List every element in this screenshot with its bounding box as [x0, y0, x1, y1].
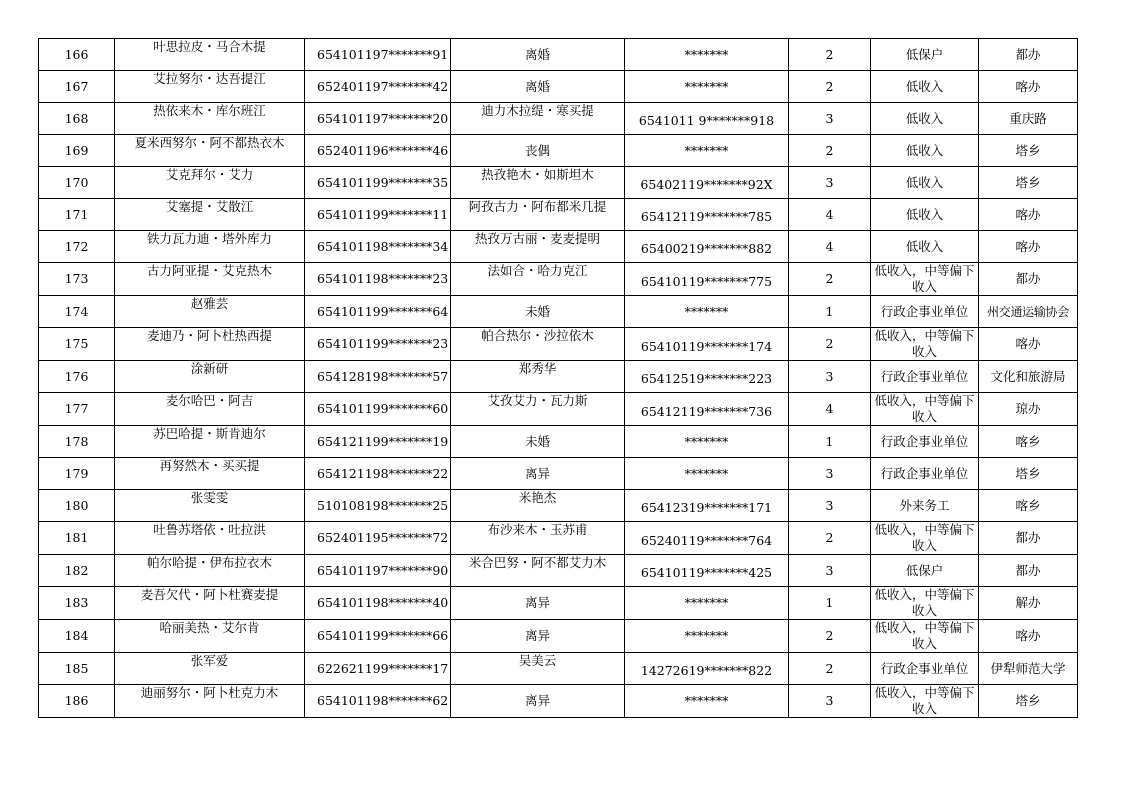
office-cell: 喀办	[979, 620, 1078, 653]
spouse-id-cell: 65412119*******785	[625, 199, 789, 231]
spouse-status-cell: 离异	[451, 587, 625, 620]
applicant-name-cell: 吐鲁苏塔依・吐拉洪	[115, 522, 305, 555]
row-number-cell: 178	[39, 426, 115, 458]
table-row	[39, 685, 1078, 718]
category-cell: 低收入，中等偏下收入	[871, 620, 979, 653]
table-row	[39, 361, 1078, 393]
applicant-name-cell: 麦吾欠代・阿卜杜赛麦提	[115, 587, 305, 620]
table-row	[39, 135, 1078, 167]
spouse-id-cell: 65412119*******736	[625, 393, 789, 426]
table-row	[39, 555, 1078, 587]
table-row	[39, 587, 1078, 620]
category-cell: 低收入，中等偏下收入	[871, 587, 979, 620]
household-count-cell: 2	[789, 328, 871, 361]
spouse-status-cell: 阿孜古力・阿布都米几提	[451, 199, 625, 231]
table-row	[39, 620, 1078, 653]
category-cell: 行政企事业单位	[871, 426, 979, 458]
spouse-id-cell: *******	[625, 620, 789, 653]
category-cell: 外来务工	[871, 490, 979, 522]
office-cell: 都办	[979, 39, 1078, 71]
office-cell: 文化和旅游局	[979, 361, 1078, 393]
spouse-id-cell: *******	[625, 685, 789, 718]
spouse-id-cell: 6541011 9*******918	[625, 103, 789, 135]
spouse-id-cell: *******	[625, 296, 789, 328]
table-row	[39, 199, 1078, 231]
table-row	[39, 71, 1078, 103]
applicant-id-cell: 654101198*******34	[305, 231, 451, 263]
spouse-status-cell: 热孜艳木・如斯坦木	[451, 167, 625, 199]
household-count-cell: 3	[789, 361, 871, 393]
spouse-id-cell: 65400219*******882	[625, 231, 789, 263]
table-row	[39, 103, 1078, 135]
office-cell: 喀乡	[979, 490, 1078, 522]
household-count-cell: 2	[789, 653, 871, 685]
office-cell: 喀办	[979, 231, 1078, 263]
applicant-id-cell: 622621199*******17	[305, 653, 451, 685]
records-table-body	[39, 39, 1078, 718]
row-number-cell: 174	[39, 296, 115, 328]
applicant-name-cell: 帕尔哈提・伊布拉衣木	[115, 555, 305, 587]
spouse-status-cell: 布沙来木・玉苏甫	[451, 522, 625, 555]
household-count-cell: 3	[789, 103, 871, 135]
household-count-cell: 3	[789, 490, 871, 522]
spouse-id-cell: *******	[625, 39, 789, 71]
spouse-id-cell: *******	[625, 135, 789, 167]
applicant-id-cell: 654101199*******64	[305, 296, 451, 328]
spouse-id-cell: 65410119*******425	[625, 555, 789, 587]
household-count-cell: 4	[789, 199, 871, 231]
spouse-id-cell: 65412519*******223	[625, 361, 789, 393]
table-row	[39, 263, 1078, 296]
spouse-id-cell: 65410119*******775	[625, 263, 789, 296]
applicant-name-cell: 艾塞提・艾散江	[115, 199, 305, 231]
applicant-id-cell: 654101197*******20	[305, 103, 451, 135]
household-count-cell: 1	[789, 587, 871, 620]
applicant-id-cell: 652401196*******46	[305, 135, 451, 167]
table-row	[39, 426, 1078, 458]
spouse-status-cell: 未婚	[451, 426, 625, 458]
office-cell: 塔乡	[979, 458, 1078, 490]
office-cell: 喀办	[979, 199, 1078, 231]
office-cell: 琼办	[979, 393, 1078, 426]
category-cell: 低收入	[871, 135, 979, 167]
applicant-id-cell: 654101197*******90	[305, 555, 451, 587]
category-cell: 低收入	[871, 103, 979, 135]
applicant-id-cell: 652401197*******42	[305, 71, 451, 103]
household-count-cell: 2	[789, 39, 871, 71]
spouse-status-cell: 郑秀华	[451, 361, 625, 393]
row-number-cell: 170	[39, 167, 115, 199]
applicant-name-cell: 再努然木・买买提	[115, 458, 305, 490]
applicant-id-cell: 654121198*******22	[305, 458, 451, 490]
applicant-id-cell: 510108198*******25	[305, 490, 451, 522]
applicant-id-cell: 654121199*******19	[305, 426, 451, 458]
row-number-cell: 166	[39, 39, 115, 71]
row-number-cell: 175	[39, 328, 115, 361]
applicant-name-cell: 艾克拜尔・艾力	[115, 167, 305, 199]
applicant-id-cell: 654101199*******11	[305, 199, 451, 231]
applicant-id-cell: 652401195*******72	[305, 522, 451, 555]
applicant-name-cell: 涂新研	[115, 361, 305, 393]
office-cell: 喀乡	[979, 426, 1078, 458]
household-count-cell: 4	[789, 231, 871, 263]
applicant-name-cell: 苏巴哈提・斯肯迪尔	[115, 426, 305, 458]
applicant-name-cell: 赵雅芸	[115, 296, 305, 328]
applicant-id-cell: 654101198*******23	[305, 263, 451, 296]
applicant-name-cell: 迪丽努尔・阿卜杜克力木	[115, 685, 305, 718]
household-count-cell: 4	[789, 393, 871, 426]
row-number-cell: 173	[39, 263, 115, 296]
category-cell: 低收入	[871, 199, 979, 231]
table-row	[39, 296, 1078, 328]
household-count-cell: 3	[789, 458, 871, 490]
household-count-cell: 3	[789, 167, 871, 199]
applicant-name-cell: 麦尔哈巴・阿吉	[115, 393, 305, 426]
spouse-status-cell: 米艳杰	[451, 490, 625, 522]
row-number-cell: 167	[39, 71, 115, 103]
spouse-id-cell: 65410119*******174	[625, 328, 789, 361]
category-cell: 低收入，中等偏下收入	[871, 328, 979, 361]
row-number-cell: 177	[39, 393, 115, 426]
office-cell: 喀办	[979, 71, 1078, 103]
category-cell: 低收入	[871, 167, 979, 199]
spouse-id-cell: 65412319*******171	[625, 490, 789, 522]
table-row	[39, 167, 1078, 199]
table-row	[39, 458, 1078, 490]
applicant-name-cell: 麦迪乃・阿卜杜热西提	[115, 328, 305, 361]
category-cell: 行政企事业单位	[871, 458, 979, 490]
records-table	[38, 38, 1078, 718]
applicant-id-cell: 654101198*******62	[305, 685, 451, 718]
category-cell: 行政企事业单位	[871, 296, 979, 328]
category-cell: 低保户	[871, 39, 979, 71]
applicant-name-cell: 古力阿亚提・艾克热木	[115, 263, 305, 296]
spouse-status-cell: 艾孜艾力・瓦力斯	[451, 393, 625, 426]
row-number-cell: 169	[39, 135, 115, 167]
applicant-name-cell: 哈丽美热・艾尔肯	[115, 620, 305, 653]
spouse-status-cell: 离婚	[451, 71, 625, 103]
office-cell: 都办	[979, 263, 1078, 296]
table-row	[39, 231, 1078, 263]
category-cell: 低收入	[871, 231, 979, 263]
row-number-cell: 185	[39, 653, 115, 685]
applicant-name-cell: 艾拉努尔・达吾提江	[115, 71, 305, 103]
spouse-id-cell: 65240119*******764	[625, 522, 789, 555]
household-count-cell: 2	[789, 71, 871, 103]
office-cell: 喀办	[979, 328, 1078, 361]
applicant-id-cell: 654101199*******60	[305, 393, 451, 426]
household-count-cell: 3	[789, 555, 871, 587]
spouse-id-cell: *******	[625, 458, 789, 490]
spouse-status-cell: 迪力木拉缇・寒买提	[451, 103, 625, 135]
category-cell: 低收入，中等偏下收入	[871, 685, 979, 718]
row-number-cell: 182	[39, 555, 115, 587]
table-row	[39, 328, 1078, 361]
household-count-cell: 3	[789, 685, 871, 718]
applicant-id-cell: 654101199*******66	[305, 620, 451, 653]
row-number-cell: 183	[39, 587, 115, 620]
table-row	[39, 39, 1078, 71]
row-number-cell: 186	[39, 685, 115, 718]
category-cell: 低收入	[871, 71, 979, 103]
category-cell: 低收入，中等偏下收入	[871, 522, 979, 555]
office-cell: 重庆路	[979, 103, 1078, 135]
row-number-cell: 172	[39, 231, 115, 263]
applicant-name-cell: 夏米西努尔・阿不都热衣木	[115, 135, 305, 167]
spouse-status-cell: 离婚	[451, 39, 625, 71]
household-count-cell: 1	[789, 426, 871, 458]
applicant-name-cell: 铁力瓦力迪・塔外库力	[115, 231, 305, 263]
applicant-name-cell: 张军爱	[115, 653, 305, 685]
spouse-id-cell: *******	[625, 71, 789, 103]
applicant-name-cell: 张雯雯	[115, 490, 305, 522]
office-cell: 都办	[979, 555, 1078, 587]
spouse-status-cell: 丧偶	[451, 135, 625, 167]
applicant-id-cell: 654128198*******57	[305, 361, 451, 393]
office-cell: 塔乡	[979, 135, 1078, 167]
table-row	[39, 490, 1078, 522]
office-cell: 解办	[979, 587, 1078, 620]
row-number-cell: 180	[39, 490, 115, 522]
household-count-cell: 2	[789, 135, 871, 167]
spouse-status-cell: 热孜万古丽・麦麦提明	[451, 231, 625, 263]
row-number-cell: 184	[39, 620, 115, 653]
office-cell: 伊犁师范大学	[979, 653, 1078, 685]
spouse-status-cell: 离异	[451, 685, 625, 718]
office-cell: 塔乡	[979, 167, 1078, 199]
office-cell: 州交通运输协会	[979, 296, 1078, 328]
table-row	[39, 393, 1078, 426]
spouse-status-cell: 帕合热尔・沙拉依木	[451, 328, 625, 361]
row-number-cell: 171	[39, 199, 115, 231]
table-row	[39, 522, 1078, 555]
office-cell: 塔乡	[979, 685, 1078, 718]
household-count-cell: 1	[789, 296, 871, 328]
spouse-id-cell: 14272619*******822	[625, 653, 789, 685]
applicant-id-cell: 654101199*******23	[305, 328, 451, 361]
spouse-id-cell: *******	[625, 426, 789, 458]
spouse-status-cell: 米合巴努・阿不都艾力木	[451, 555, 625, 587]
row-number-cell: 168	[39, 103, 115, 135]
spouse-id-cell: 65402119*******92X	[625, 167, 789, 199]
applicant-name-cell: 叶思拉皮・马合木提	[115, 39, 305, 71]
household-count-cell: 2	[789, 620, 871, 653]
category-cell: 行政企事业单位	[871, 361, 979, 393]
household-count-cell: 2	[789, 263, 871, 296]
row-number-cell: 181	[39, 522, 115, 555]
spouse-status-cell: 离异	[451, 458, 625, 490]
spouse-status-cell: 未婚	[451, 296, 625, 328]
category-cell: 低收入，中等偏下收入	[871, 263, 979, 296]
spouse-status-cell: 法如合・哈力克江	[451, 263, 625, 296]
applicant-id-cell: 654101199*******35	[305, 167, 451, 199]
spouse-status-cell: 离异	[451, 620, 625, 653]
table-row	[39, 653, 1078, 685]
household-count-cell: 2	[789, 522, 871, 555]
category-cell: 低保户	[871, 555, 979, 587]
applicant-name-cell: 热依来木・库尔班江	[115, 103, 305, 135]
category-cell: 行政企事业单位	[871, 653, 979, 685]
office-cell: 都办	[979, 522, 1078, 555]
category-cell: 低收入，中等偏下收入	[871, 393, 979, 426]
row-number-cell: 179	[39, 458, 115, 490]
spouse-status-cell: 吴美云	[451, 653, 625, 685]
applicant-id-cell: 654101198*******40	[305, 587, 451, 620]
row-number-cell: 176	[39, 361, 115, 393]
spouse-id-cell: *******	[625, 587, 789, 620]
applicant-id-cell: 654101197*******91	[305, 39, 451, 71]
